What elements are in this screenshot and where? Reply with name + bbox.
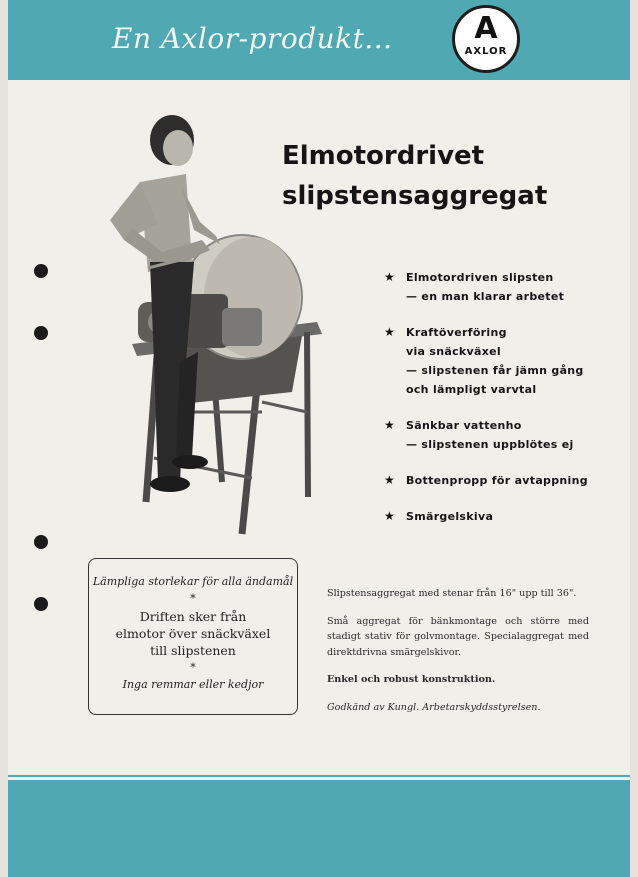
feature-item <box>384 268 614 306</box>
feature-line: Smärgelskiva <box>406 510 494 523</box>
info-drive-line: Driften sker från <box>139 609 247 624</box>
bottom-rule <box>8 775 630 777</box>
title-line: Elmotordrivet <box>282 141 485 171</box>
feature-line: Kraftöverföring <box>406 326 507 339</box>
punch-hole <box>34 535 48 549</box>
star-icon: ★ <box>384 270 395 284</box>
logo-name: AXLOR <box>464 46 508 57</box>
feature-line: — en man klarar arbetet <box>406 290 565 303</box>
feature-item <box>384 416 614 454</box>
feature-line: — slipstenen får jämn gång <box>406 364 584 377</box>
axlor-logo <box>452 5 520 73</box>
feature-list <box>384 268 614 543</box>
desc-approval: Godkänd av Kungl. Arbetarskyddsstyrelsen. <box>327 701 541 713</box>
bottom-banner <box>8 780 630 877</box>
logo-mark: A <box>474 11 498 46</box>
info-no-belts: Inga remmar eller kedjor <box>122 678 264 691</box>
feature-line: Elmotordriven slipsten <box>406 271 554 284</box>
star-icon: ★ <box>384 325 395 339</box>
feature-item <box>384 323 614 399</box>
info-box <box>88 558 298 715</box>
info-star: * <box>190 592 196 605</box>
description <box>327 586 589 727</box>
slogan: En Axlor-produkt... <box>112 22 393 55</box>
feature-line: Sänkbar vattenho <box>406 419 522 432</box>
star-icon: ★ <box>384 509 395 523</box>
punch-hole <box>34 326 48 340</box>
feature-line: via snäckväxel <box>406 345 501 358</box>
top-banner <box>8 0 630 80</box>
feature-line: och lämpligt varvtal <box>406 383 537 396</box>
star-icon: ★ <box>384 473 395 487</box>
info-drive-line: till slipstenen <box>150 643 236 658</box>
feature-item <box>384 471 614 490</box>
info-star: * <box>190 661 196 674</box>
product-title <box>282 136 602 216</box>
title-line: slipstensaggregat <box>282 181 548 211</box>
star-icon: ★ <box>384 418 395 432</box>
desc-sizes: Slipstensaggregat med stenar från 16" upp till 36". <box>327 588 577 599</box>
feature-item <box>384 507 614 526</box>
desc-construction: Enkel och robust konstruktion. <box>327 674 496 685</box>
info-sizes: Lämpliga storlekar för alla ändamål <box>92 575 294 588</box>
punch-hole <box>34 264 48 278</box>
feature-line: — slipstenen uppblötes ej <box>406 438 574 451</box>
feature-line: Bottenpropp för avtappning <box>406 474 588 487</box>
info-drive-line: elmotor över snäckväxel <box>115 626 271 641</box>
desc-variants: Små aggregat för bänkmontage och större med stadigt stativ för golvmontage. Specialaggregat med direktdrivna smärgelskivor. <box>327 615 589 658</box>
punch-hole <box>34 597 48 611</box>
